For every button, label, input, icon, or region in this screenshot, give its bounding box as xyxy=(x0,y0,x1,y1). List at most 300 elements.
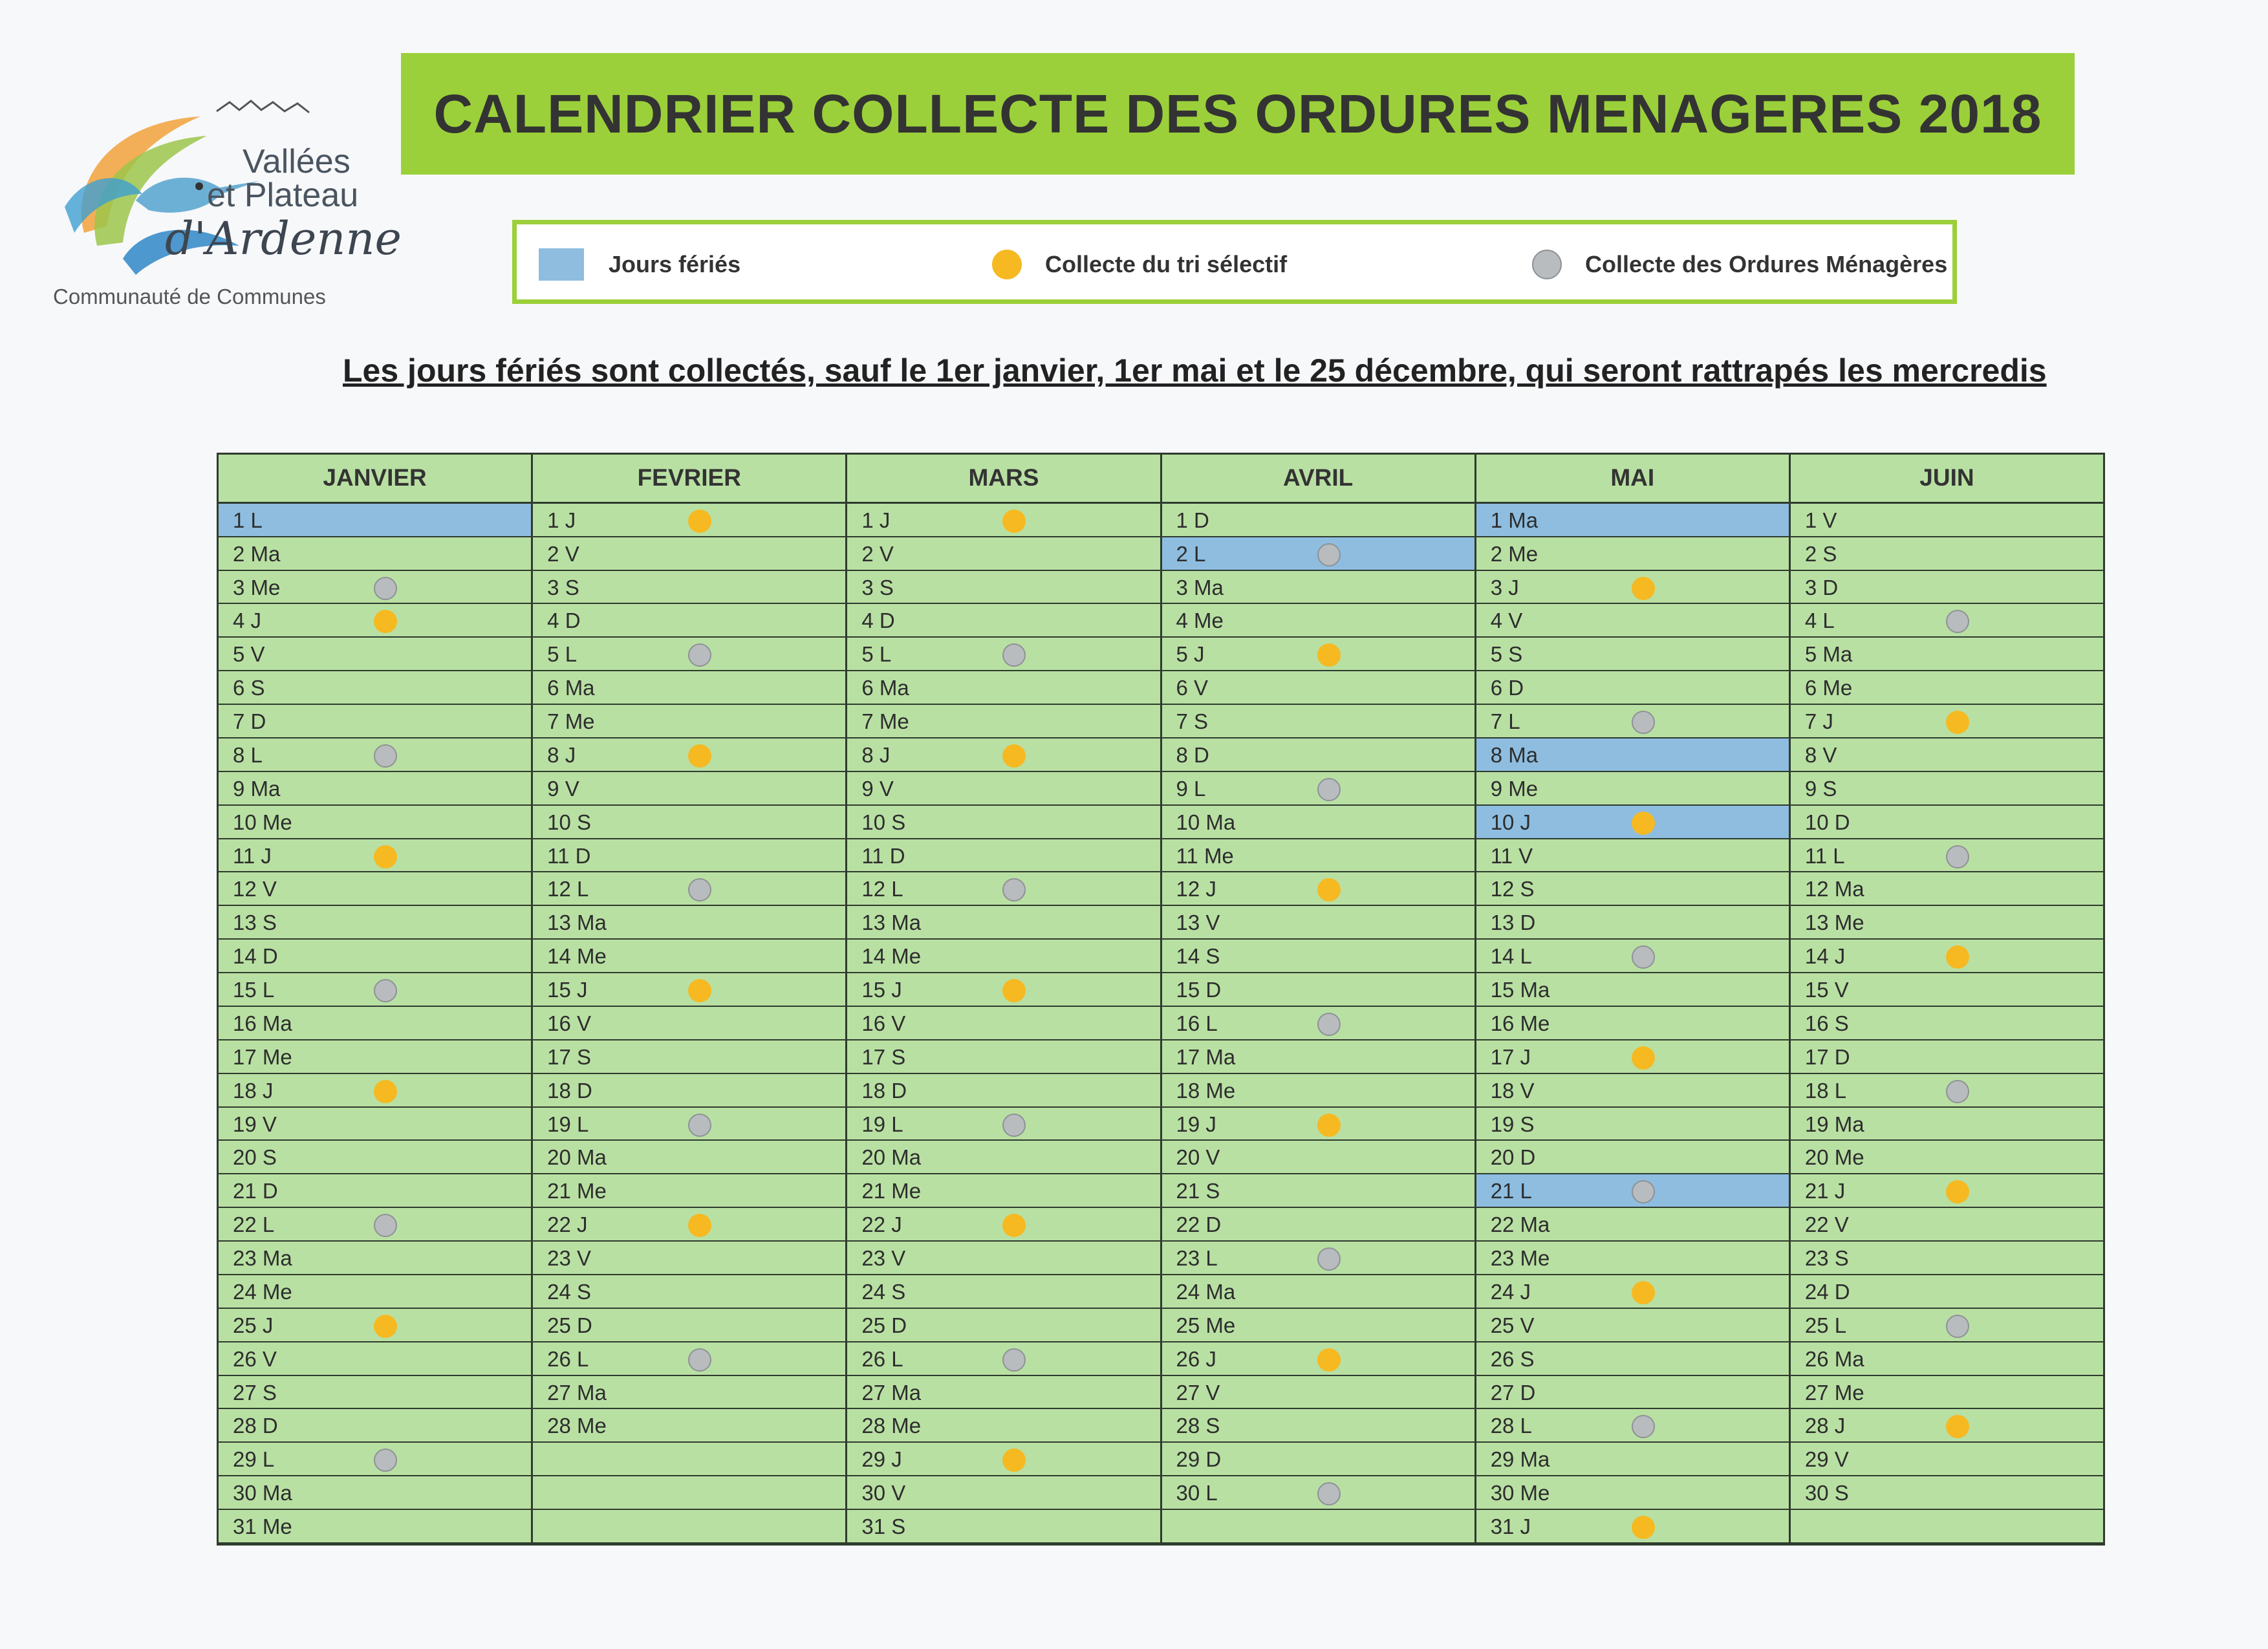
om-collection-dot-icon xyxy=(374,1214,397,1237)
day-cell xyxy=(1791,1409,2103,1443)
day-label: 28 D xyxy=(233,1414,278,1438)
day-label: 17 Me xyxy=(233,1044,292,1069)
day-cell xyxy=(1476,571,1789,605)
om-collection-dot-icon xyxy=(688,1114,711,1137)
day-cell xyxy=(1791,872,2103,906)
day-cell xyxy=(847,671,1160,705)
logo xyxy=(45,97,402,317)
day-cell xyxy=(1791,571,2103,605)
day-cell xyxy=(1476,1376,1789,1410)
day-label: 21 D xyxy=(233,1179,278,1203)
day-label: 21 Me xyxy=(547,1179,607,1203)
day-cell xyxy=(1162,1040,1474,1074)
day-label: 5 J xyxy=(1176,642,1205,667)
day-cell xyxy=(219,1074,531,1108)
day-cell xyxy=(847,872,1160,906)
day-cell xyxy=(1476,973,1789,1007)
day-label: 26 Ma xyxy=(1804,1346,1864,1371)
legend-item-holiday xyxy=(539,248,740,281)
day-label: 21 Me xyxy=(861,1179,922,1203)
day-cell xyxy=(219,1007,531,1040)
day-cell xyxy=(533,1040,845,1074)
day-cell xyxy=(219,1309,531,1342)
day-cell xyxy=(1791,1174,2103,1208)
day-cell xyxy=(533,638,845,671)
day-label: 2 S xyxy=(1804,541,1837,566)
day-label: 7 Me xyxy=(861,709,909,734)
legend-tri-label: Collecte du tri sélectif xyxy=(1045,251,1288,277)
day-cell xyxy=(1162,940,1474,973)
day-cell xyxy=(847,1040,1160,1074)
tri-collection-dot-icon xyxy=(1317,1114,1341,1137)
day-label: 24 Ma xyxy=(1176,1279,1236,1304)
tri-collection-dot-icon xyxy=(1632,1516,1655,1539)
day-label: 10 S xyxy=(547,810,592,834)
day-label: 6 V xyxy=(1176,676,1209,700)
day-label: 2 Ma xyxy=(233,541,281,566)
day-label: 2 V xyxy=(861,541,894,566)
om-collection-dot-icon xyxy=(1317,1247,1341,1271)
tri-collection-dot-icon xyxy=(1317,643,1341,667)
day-cell xyxy=(533,537,845,571)
day-cell xyxy=(1476,1141,1789,1174)
day-cell xyxy=(533,1007,845,1040)
day-cell xyxy=(533,1376,845,1410)
om-collection-dot-icon xyxy=(1317,543,1341,566)
tri-collection-dot-icon xyxy=(374,845,397,868)
day-label: 28 L xyxy=(1490,1414,1532,1438)
logo-line-2: et Plateau xyxy=(207,177,359,214)
tri-collection-dot-icon xyxy=(374,610,397,633)
tri-collection-dot-icon xyxy=(688,744,711,768)
logo-line-1: Vallées xyxy=(243,143,351,180)
tri-collection-dot-icon xyxy=(688,510,711,533)
day-label: 25 D xyxy=(547,1313,592,1337)
om-collection-dot-icon xyxy=(374,744,397,768)
day-label: 16 Me xyxy=(1490,1011,1550,1035)
day-cell xyxy=(847,1309,1160,1342)
day-label: 9 Me xyxy=(1490,776,1539,801)
legend xyxy=(512,220,1957,304)
day-cell xyxy=(1162,671,1474,705)
day-cell xyxy=(1162,638,1474,671)
day-label: 12 L xyxy=(547,877,589,901)
day-cell xyxy=(1162,772,1474,806)
day-label: 20 Me xyxy=(1804,1145,1864,1170)
tri-collection-dot-icon xyxy=(1002,510,1026,533)
day-cell xyxy=(1791,1309,2103,1342)
day-label: 17 D xyxy=(1804,1044,1850,1069)
day-label: 6 Ma xyxy=(861,676,909,700)
day-label: 10 Ma xyxy=(1176,810,1236,834)
logo-line-3: d'Ardenne xyxy=(165,212,402,265)
day-cell xyxy=(847,504,1160,537)
day-label: 3 S xyxy=(547,575,579,599)
day-cell xyxy=(847,940,1160,973)
day-cell xyxy=(1162,1108,1474,1141)
day-label: 19 S xyxy=(1490,1112,1535,1136)
om-collection-dot-icon xyxy=(1317,1013,1341,1036)
day-cell xyxy=(847,1208,1160,1242)
day-cell xyxy=(847,806,1160,839)
day-cell xyxy=(533,1242,845,1275)
day-cell xyxy=(1791,1040,2103,1074)
day-cell xyxy=(533,940,845,973)
day-label: 24 S xyxy=(861,1279,906,1304)
day-label: 8 V xyxy=(1804,742,1837,767)
day-cell xyxy=(1791,1476,2103,1510)
day-label: 19 L xyxy=(861,1112,903,1136)
day-label: 8 L xyxy=(233,742,263,767)
day-label: 23 Me xyxy=(1490,1246,1550,1271)
day-label: 9 V xyxy=(547,776,579,801)
day-cell xyxy=(1476,504,1789,537)
day-label: 18 L xyxy=(1804,1078,1847,1103)
title-banner xyxy=(401,53,2075,175)
om-collection-dot-icon xyxy=(688,643,711,667)
page-title: CALENDRIER COLLECTE DES ORDURES MENAGERES 2018 xyxy=(433,83,2042,144)
day-cell xyxy=(1162,504,1474,537)
day-label: 26 V xyxy=(233,1346,277,1371)
day-cell xyxy=(219,1108,531,1141)
day-cell xyxy=(1162,1174,1474,1208)
day-cell xyxy=(1476,1108,1789,1141)
day-label: 28 Me xyxy=(861,1414,922,1438)
tri-collection-dot-icon xyxy=(1002,979,1026,1002)
day-cell xyxy=(1476,738,1789,772)
tri-collection-dot-icon xyxy=(1946,711,1969,734)
day-label: 12 S xyxy=(1490,877,1535,901)
month-column-juin xyxy=(1789,455,2103,1544)
day-label: 5 L xyxy=(547,642,578,667)
day-cell xyxy=(847,1275,1160,1309)
om-collection-dot-icon xyxy=(374,1449,397,1472)
day-cell xyxy=(847,571,1160,605)
day-cell xyxy=(847,906,1160,940)
day-cell xyxy=(1791,839,2103,873)
tri-collection-dot-icon xyxy=(1946,945,1969,969)
day-label: 1 V xyxy=(1804,508,1837,532)
day-cell xyxy=(533,705,845,738)
day-cell xyxy=(1476,872,1789,906)
day-label: 12 L xyxy=(861,877,903,901)
day-label: 7 L xyxy=(1490,709,1520,734)
day-cell xyxy=(533,1208,845,1242)
day-cell xyxy=(533,1309,845,1342)
day-cell xyxy=(1476,537,1789,571)
day-cell xyxy=(219,604,531,638)
day-label: 4 J xyxy=(233,609,262,633)
day-label: 4 D xyxy=(547,609,581,633)
day-label: 31 S xyxy=(861,1514,906,1539)
day-cell xyxy=(533,872,845,906)
tri-collection-dot-icon xyxy=(688,1214,711,1237)
day-cell xyxy=(1476,1309,1789,1342)
day-label: 22 V xyxy=(1804,1212,1849,1237)
day-label: 13 Ma xyxy=(861,911,922,935)
tri-collection-dot-icon xyxy=(1632,1281,1655,1304)
day-cell xyxy=(1476,1409,1789,1443)
legend-item-tri xyxy=(992,248,1287,281)
day-cell xyxy=(1162,806,1474,839)
day-cell xyxy=(847,1376,1160,1410)
day-label: 13 S xyxy=(233,911,277,935)
month-header: FEVRIER xyxy=(533,455,845,504)
day-cell xyxy=(219,1342,531,1376)
day-label: 9 V xyxy=(861,776,894,801)
day-cell xyxy=(1791,1342,2103,1376)
day-cell xyxy=(1476,806,1789,839)
day-label: 29 L xyxy=(233,1447,275,1472)
month-header: MARS xyxy=(847,455,1160,504)
empty-cell xyxy=(533,1510,845,1544)
day-label: 27 D xyxy=(1490,1380,1536,1405)
day-cell xyxy=(1162,1275,1474,1309)
day-cell xyxy=(219,839,531,873)
day-label: 4 V xyxy=(1490,609,1523,633)
day-cell xyxy=(847,604,1160,638)
day-label: 13 Ma xyxy=(547,911,607,935)
tri-collection-dot-icon xyxy=(1632,812,1655,835)
day-cell xyxy=(1162,1309,1474,1342)
day-cell xyxy=(533,571,845,605)
day-cell xyxy=(533,1275,845,1309)
day-label: 27 Ma xyxy=(547,1380,607,1405)
day-cell xyxy=(847,537,1160,571)
day-cell xyxy=(847,973,1160,1007)
day-label: 20 D xyxy=(1490,1145,1536,1170)
day-label: 12 V xyxy=(233,877,277,901)
day-label: 24 S xyxy=(547,1279,592,1304)
day-cell xyxy=(1791,671,2103,705)
day-label: 6 S xyxy=(233,676,265,700)
day-label: 10 S xyxy=(861,810,906,834)
day-label: 12 J xyxy=(1176,877,1216,901)
day-label: 23 S xyxy=(1804,1246,1849,1271)
day-cell xyxy=(847,1443,1160,1476)
day-label: 16 Ma xyxy=(233,1011,292,1035)
day-label: 5 V xyxy=(233,642,265,667)
day-cell xyxy=(1791,638,2103,671)
day-label: 15 Ma xyxy=(1490,978,1550,1002)
om-collection-dot-icon xyxy=(374,577,397,600)
day-cell xyxy=(533,738,845,772)
legend-holiday-label: Jours fériés xyxy=(609,251,741,277)
empty-cell xyxy=(1162,1510,1474,1544)
day-cell xyxy=(1476,1074,1789,1108)
day-cell xyxy=(1791,906,2103,940)
day-label: 2 L xyxy=(1176,541,1206,566)
day-label: 25 D xyxy=(861,1313,907,1337)
day-cell xyxy=(1162,705,1474,738)
day-cell xyxy=(1162,1409,1474,1443)
day-cell xyxy=(533,604,845,638)
legend-item-om xyxy=(1532,248,1947,281)
day-label: 22 J xyxy=(861,1212,902,1237)
day-label: 10 J xyxy=(1490,810,1531,834)
day-cell xyxy=(533,504,845,537)
day-cell xyxy=(219,1242,531,1275)
grey-dot-icon xyxy=(1532,250,1562,279)
day-label: 25 V xyxy=(1490,1313,1535,1337)
day-cell xyxy=(533,806,845,839)
day-label: 24 J xyxy=(1490,1279,1531,1304)
empty-cell xyxy=(533,1476,845,1510)
day-label: 18 D xyxy=(547,1078,592,1103)
day-cell xyxy=(1162,1074,1474,1108)
day-cell xyxy=(219,1409,531,1443)
day-cell xyxy=(219,537,531,571)
tri-collection-dot-icon xyxy=(374,1080,397,1103)
day-label: 5 S xyxy=(1490,642,1523,667)
day-label: 29 V xyxy=(1804,1447,1849,1472)
day-label: 27 Ma xyxy=(861,1380,922,1405)
day-label: 27 Me xyxy=(1804,1380,1864,1405)
day-label: 16 V xyxy=(547,1011,592,1035)
day-cell xyxy=(219,1510,531,1544)
tri-collection-dot-icon xyxy=(1632,1046,1655,1070)
day-cell xyxy=(1791,1275,2103,1309)
holiday-notice: Les jours fériés sont collectés, sauf le 1er janvier, 1er mai et le 25 décembre, qui seront rattrapés les mercredis xyxy=(343,352,2047,389)
day-cell xyxy=(1791,1443,2103,1476)
day-cell xyxy=(1476,1007,1789,1040)
day-label: 28 Me xyxy=(547,1414,607,1438)
day-label: 11 D xyxy=(547,843,591,868)
day-label: 28 S xyxy=(1176,1414,1220,1438)
day-cell xyxy=(1476,638,1789,671)
day-cell xyxy=(219,504,531,537)
day-label: 18 J xyxy=(233,1078,274,1103)
day-cell xyxy=(1476,1510,1789,1544)
day-cell xyxy=(1162,1342,1474,1376)
day-cell xyxy=(533,1108,845,1141)
om-collection-dot-icon xyxy=(374,979,397,1002)
day-label: 26 L xyxy=(547,1346,589,1371)
day-label: 3 Ma xyxy=(1176,575,1224,599)
day-cell xyxy=(847,1342,1160,1376)
day-label: 13 V xyxy=(1176,911,1220,935)
day-label: 25 J xyxy=(233,1313,274,1337)
day-cell xyxy=(1162,1208,1474,1242)
day-label: 17 Ma xyxy=(1176,1044,1236,1069)
day-label: 1 Ma xyxy=(1490,508,1539,532)
day-label: 11 J xyxy=(233,843,272,868)
day-cell xyxy=(1476,1476,1789,1510)
day-cell xyxy=(533,973,845,1007)
om-collection-dot-icon xyxy=(1632,711,1655,734)
day-cell xyxy=(1791,1242,2103,1275)
day-cell xyxy=(1476,1242,1789,1275)
day-cell xyxy=(1162,872,1474,906)
day-label: 3 S xyxy=(861,575,894,599)
day-label: 18 V xyxy=(1490,1078,1535,1103)
day-cell xyxy=(1476,940,1789,973)
day-label: 31 Me xyxy=(233,1514,292,1539)
day-label: 18 D xyxy=(861,1078,907,1103)
day-cell xyxy=(219,638,531,671)
day-cell xyxy=(219,571,531,605)
tri-collection-dot-icon xyxy=(1317,1348,1341,1372)
day-label: 5 L xyxy=(861,642,892,667)
day-cell xyxy=(1791,1074,2103,1108)
day-cell xyxy=(847,1141,1160,1174)
day-label: 24 Me xyxy=(233,1279,292,1304)
om-collection-dot-icon xyxy=(1946,610,1969,633)
day-label: 19 J xyxy=(1176,1112,1216,1136)
day-label: 12 Ma xyxy=(1804,877,1864,901)
day-label: 30 Me xyxy=(1490,1481,1550,1505)
day-cell xyxy=(1476,772,1789,806)
day-label: 19 L xyxy=(547,1112,589,1136)
day-label: 1 J xyxy=(547,508,576,532)
day-cell xyxy=(219,705,531,738)
day-label: 7 S xyxy=(1176,709,1209,734)
day-cell xyxy=(1791,537,2103,571)
day-label: 20 S xyxy=(233,1145,277,1170)
day-cell xyxy=(847,1409,1160,1443)
day-cell xyxy=(219,1040,531,1074)
day-label: 14 J xyxy=(1804,944,1846,969)
day-label: 21 J xyxy=(1804,1179,1846,1203)
day-label: 17 S xyxy=(547,1044,592,1069)
day-cell xyxy=(219,806,531,839)
day-cell xyxy=(1162,906,1474,940)
day-cell xyxy=(219,973,531,1007)
day-cell xyxy=(1162,604,1474,638)
day-label: 14 Me xyxy=(861,944,922,969)
day-cell xyxy=(533,1342,845,1376)
day-cell xyxy=(219,906,531,940)
month-column-janvier xyxy=(219,455,531,1544)
day-label: 3 D xyxy=(1804,575,1839,599)
day-cell xyxy=(219,1476,531,1510)
day-label: 4 Me xyxy=(1176,609,1224,633)
day-label: 22 D xyxy=(1176,1212,1222,1237)
day-label: 20 Ma xyxy=(547,1145,607,1170)
day-cell xyxy=(1476,839,1789,873)
tri-collection-dot-icon xyxy=(688,979,711,1002)
day-label: 11 V xyxy=(1490,843,1533,868)
day-cell xyxy=(847,705,1160,738)
day-label: 15 D xyxy=(1176,978,1222,1002)
day-cell xyxy=(1791,1108,2103,1141)
day-cell xyxy=(1791,940,2103,973)
day-cell xyxy=(1162,1376,1474,1410)
day-label: 15 J xyxy=(861,978,902,1002)
day-cell xyxy=(219,1174,531,1208)
day-cell xyxy=(1476,1342,1789,1376)
day-label: 17 S xyxy=(861,1044,906,1069)
day-cell xyxy=(1791,504,2103,537)
day-cell xyxy=(1791,806,2103,839)
day-label: 28 J xyxy=(1804,1414,1846,1438)
day-label: 7 J xyxy=(1804,709,1833,734)
day-label: 14 D xyxy=(233,944,278,969)
day-label: 27 V xyxy=(1176,1380,1220,1405)
day-label: 8 J xyxy=(547,742,576,767)
day-label: 21 L xyxy=(1490,1179,1532,1203)
day-label: 4 L xyxy=(1804,609,1835,633)
day-cell xyxy=(1476,1443,1789,1476)
day-label: 29 Ma xyxy=(1490,1447,1550,1472)
day-cell xyxy=(1476,1275,1789,1309)
om-collection-dot-icon xyxy=(1632,945,1655,969)
om-collection-dot-icon xyxy=(1632,1415,1655,1438)
day-cell xyxy=(533,1074,845,1108)
tri-collection-dot-icon xyxy=(1317,878,1341,901)
om-collection-dot-icon xyxy=(688,878,711,901)
day-label: 30 L xyxy=(1176,1481,1218,1505)
